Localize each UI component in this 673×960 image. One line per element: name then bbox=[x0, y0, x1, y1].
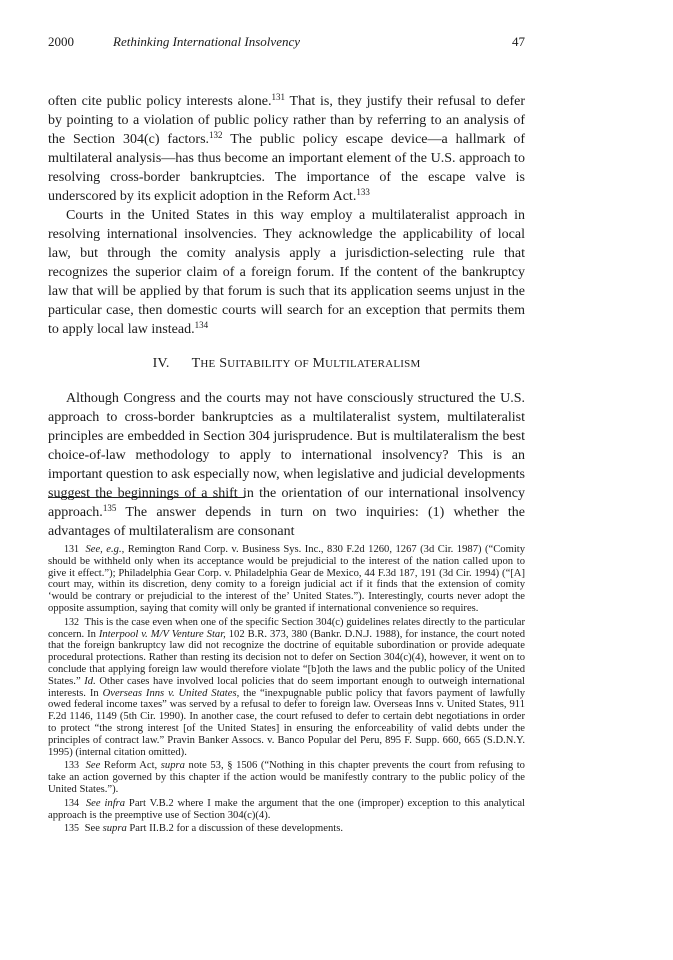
section-title-part: ULTILATERALISM bbox=[325, 358, 421, 370]
footnote-divider bbox=[48, 497, 245, 498]
footnote-text: Other cases have involved local policies that do seem important enough to outweigh international interests. In bbox=[48, 675, 525, 699]
footnote-text: the “inexpugnable public policy that favors payment of lawfully owed federal income taxes” was served by a refusal to defer to foreign law. Overseas Inns v. United States, 911 F.2d 1146, 1149 (5th Cir. 1990). In another case, the court refused to defer to certain debt negotiations in order to protect “the strong interest [of the United States] in ensuring the enforceability of valid debts under the principles of contract law.” Pravin Banker Assocs. v. Banco Popular del Peru, 895 F. Supp. 660, 665 (S.D.N.Y. 1995) (internal citation omitted). bbox=[48, 687, 526, 758]
footnote-135 bbox=[48, 823, 525, 835]
footnote-text: Reform Act, bbox=[100, 760, 161, 772]
paragraph-text: That is, they justify their refusal to defer by pointing to a violation of public policy rather than by referring to an analysis of the Section 304(c) factors. bbox=[48, 94, 526, 147]
footnote-text: 102 B.R. 373, 380 (Bankr. D.N.J. 1988), for instance, the court noted that the foreign bankruptcy law did not recognize the doctrine of equitable subordination or provide adequate procedural protections. Rather than resting its decision not to defer on Section 304(c)(4), however, it went on to conclude that applying foreign law would therefore violate “[b]oth the laws and the public policy of the United States.” bbox=[48, 628, 526, 687]
footnote-number: 133 bbox=[64, 760, 79, 772]
paragraph-text: often cite public policy interests alone. bbox=[48, 94, 272, 109]
section-title-part: M bbox=[312, 356, 326, 371]
footnote-reference[interactable]: 135 bbox=[102, 503, 117, 513]
signal-text: supra bbox=[102, 823, 127, 835]
footnote-number: 132 bbox=[64, 616, 79, 628]
section-title-part: UITABILITY bbox=[227, 358, 291, 370]
footnote-131 bbox=[48, 544, 525, 615]
paragraph-text: Courts in the United States in this way employ a multilateralist approach in resolving international insolvencies. They acknowledge the applicability of local law, but through the comity analysis apply a jurisdiction-selecting rule that recognizes the superior claim of a foreign forum. If the content of the bankruptcy law that will be applied by that forum is such that its application seems unjust in the particular case, then domestic courts will search for an exception that permits them to apply local law instead. bbox=[48, 208, 525, 337]
footnotes bbox=[48, 544, 525, 837]
section-title-part: HE bbox=[200, 358, 216, 370]
footnote-reference[interactable]: 132 bbox=[209, 130, 223, 140]
footnote-number: 131 bbox=[64, 544, 79, 555]
running-head bbox=[48, 34, 525, 52]
footnote-133 bbox=[48, 760, 525, 795]
case-name: Overseas Inns v. United States, bbox=[102, 687, 240, 699]
signal-text: See bbox=[84, 823, 103, 835]
paragraph-continued bbox=[48, 92, 525, 206]
footnote-reference[interactable]: 131 bbox=[271, 92, 285, 102]
footnote-reference[interactable]: 133 bbox=[356, 187, 370, 197]
footnote-text: Part V.B.2 where I make the argument that the one (improper) exception to this analytical approach is the preemptive use of Section 304(c)(4). bbox=[48, 797, 526, 821]
case-name: Interpool v. M/V Venture Star, bbox=[98, 628, 226, 640]
footnote-reference[interactable]: 134 bbox=[194, 320, 209, 330]
signal-text: See infra bbox=[85, 797, 126, 809]
section-heading bbox=[48, 354, 525, 374]
footnote-text: note 53, § 1506 (“Nothing in this chapter prevents the court from refusing to take an action governed by this chapter if the action would be manifestly contrary to the public policy of the United States.”). bbox=[48, 760, 525, 795]
signal-text: See, e.g., bbox=[85, 544, 125, 555]
section-number: IV. bbox=[152, 356, 170, 371]
body-text bbox=[48, 92, 525, 541]
footnote-text: This is the case even when one of the specific Section 304(c) guidelines relates directly to the particular concern. In bbox=[48, 616, 525, 640]
signal-text: supra bbox=[160, 760, 185, 772]
footnote-number: 135 bbox=[64, 823, 79, 835]
paragraph bbox=[48, 206, 525, 339]
section-title-part: S bbox=[219, 356, 228, 371]
footnote-134 bbox=[48, 798, 525, 822]
running-head-title: Rethinking International Insolvency bbox=[113, 34, 301, 49]
signal-text: See bbox=[85, 760, 101, 772]
running-head-year: 2000 bbox=[48, 34, 74, 49]
footnote-132 bbox=[48, 617, 525, 759]
paragraph-text: The answer depends in turn on two inquiries: (1) whether the advantages of multilateralism are consonant bbox=[48, 505, 525, 539]
page-number: 47 bbox=[512, 34, 525, 49]
section-title-part: T bbox=[191, 356, 201, 371]
paragraph-text: Although Congress and the courts may not have consciously structured the U.S. approach to cross-border bankruptcies as a multilateralist system, multilateralist principles are embedded in Section 304 jurisprudence. But is multilateralism the best choice-of-law methodology to apply to international insolvency? This is an important question to ask especially now, when legislative and judicial developments suggest the beginnings of a shift in the orientation of our international insolvency approach. bbox=[48, 391, 525, 520]
paragraph bbox=[48, 389, 525, 541]
footnote-text: Remington Rand Corp. v. Business Sys. Inc., 830 F.2d 1260, 1267 (3d Cir. 1987) (“Comity should be withheld only when its acceptance would be prejudicial to the interest of the nation called upon to give it effect.”); Philadelphia Gear Corp. v. Philadelphia Gear de Mexico, 44 F.3d 187, 191 (3d Cir. 1994) (“[A] court may, within its discretion, deny comity to a foreign judicial act if it finds that the extension of comity ‘would be contrary or prejudicial to the interest of the’ United States.”). Interestingly, courts never adopt the opposite assumption, saying that comity will only be granted if international convenience so requires. bbox=[48, 544, 526, 614]
footnote-number: 134 bbox=[64, 797, 79, 809]
footnote-text: Part II.B.2 for a discussion of these developments. bbox=[126, 823, 343, 835]
section-title-part: OF bbox=[294, 358, 309, 370]
signal-text: Id. bbox=[84, 675, 96, 687]
paragraph-text: The public policy escape device—a hallmark of multilateral analysis—has thus become an important element of the U.S. approach to resolving cross-border bankruptcies. The importance of the escape valve is underscored by its explicit adoption in the Reform Act. bbox=[48, 132, 525, 204]
